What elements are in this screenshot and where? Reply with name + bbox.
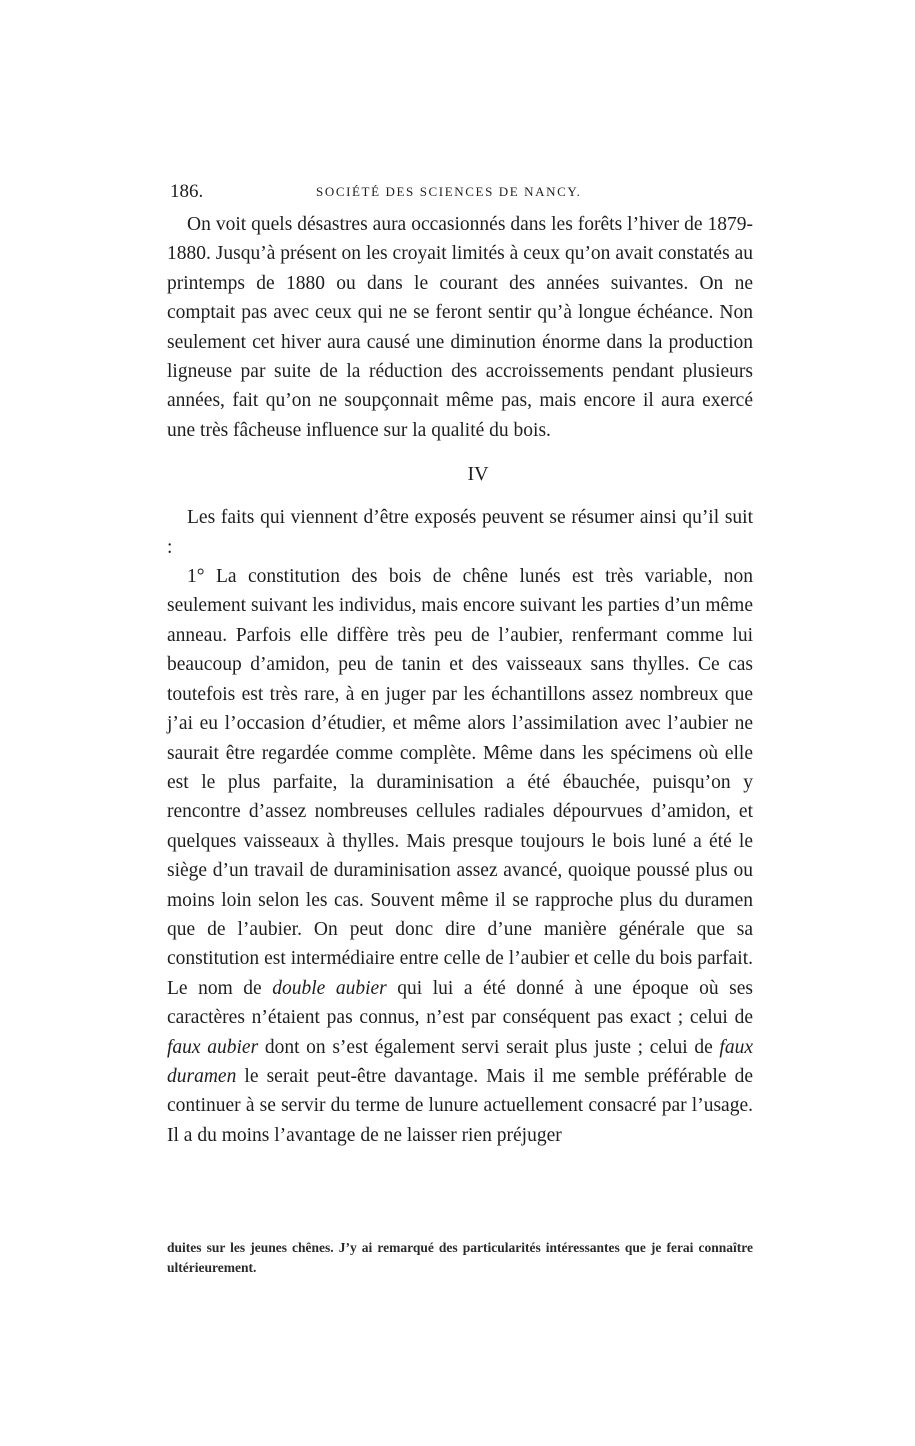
main-text — [167, 210, 753, 1150]
italic-term: double aubier — [272, 977, 387, 999]
paragraph-text: dont on s’est également servi serait plus juste ; celui de — [264, 1036, 713, 1058]
journal-title: SOCIÉTÉ DES SCIENCES DE NANCY. — [316, 184, 582, 199]
paragraph-summary-intro: Les faits qui viennent d’être exposés peuvent se résumer ainsi qu’il suit : — [167, 507, 753, 558]
italic-term: faux aubier — [167, 1036, 259, 1058]
footnote-text: duites sur les jeunes chênes. J’y ai remarqué des particularités intéressantes que je ferai connaître ultérieurement. — [167, 1240, 753, 1275]
footnote — [167, 1238, 753, 1278]
paragraph-text: qui lui a été donné à une époque où ses caractères n’étaient pas connus, n’est par conséquent pas exact ; celui de — [167, 977, 754, 1029]
section-heading: IV — [467, 463, 489, 486]
paragraph-text: 1° La constitution des bois de chêne lunés est très variable, non seulement suivant les individus, mais encore suivant les parties d’un même anneau. Parfois elle diffère très peu de l’aubier, renfermant comme lui beaucoup d’amidon, peu de tanin et des vaisseaux sans thylles. Ce cas toutefois est très rare, à en juger par les échantillons assez nombreux que j’ai eu l’occasion d’étudier, et même alors l’assimilation avec l’aubier ne saurait être regardée comme complète. Même dans les spécimens où elle est le plus parfaite, la duraminisation a été ébauchée, puisqu’on y rencontre d’assez nombreuses cellules radiales dépourvues d’amidon, et quelques vaisseaux à thylles. Mais presque toujours le bois luné a été le siège d’un travail de duraminisation assez avancé, quoique poussé plus ou moins loin selon les cas. Souvent même il se rapproche plus du duramen que de l’aubier. On peut donc dire d’une manière générale que sa constitution est intermédiaire entre celle de l’aubier et celle du bois parfait. Le nom de — [167, 566, 753, 999]
paragraph-conclusion-1 — [167, 562, 753, 1150]
italic-term: faux duramen — [167, 1036, 753, 1087]
page-number: 186. — [170, 181, 204, 202]
running-head — [170, 181, 750, 205]
paragraph-winter-damage: On voit quels désastres aura occasionnés dans les forêts l’hiver de 1879-1880. Jusqu’à présent on les croyait limités à ceux qu’on avait constatés au printemps de 1880 ou dans le courant des années suivantes. On ne comptait pas avec ceux qui ne se feront sentir qu’à longue échéance. Non seulement cet hiver aura causé une diminution énorme dans la production ligneuse par suite de la réduction des accroissements pendant plusieurs années, fait qu’on ne soupçonnait même pas, mais encore il aura exercé une très fâcheuse influence sur la qualité du bois. — [167, 214, 753, 441]
paragraph-text: le serait peut-être davantage. Mais il me semble préférable de continuer à se servir du terme de lunure actuellement consacré par l’usage. Il a du moins l’avantage de ne laisser rien préjuger — [167, 1065, 753, 1146]
